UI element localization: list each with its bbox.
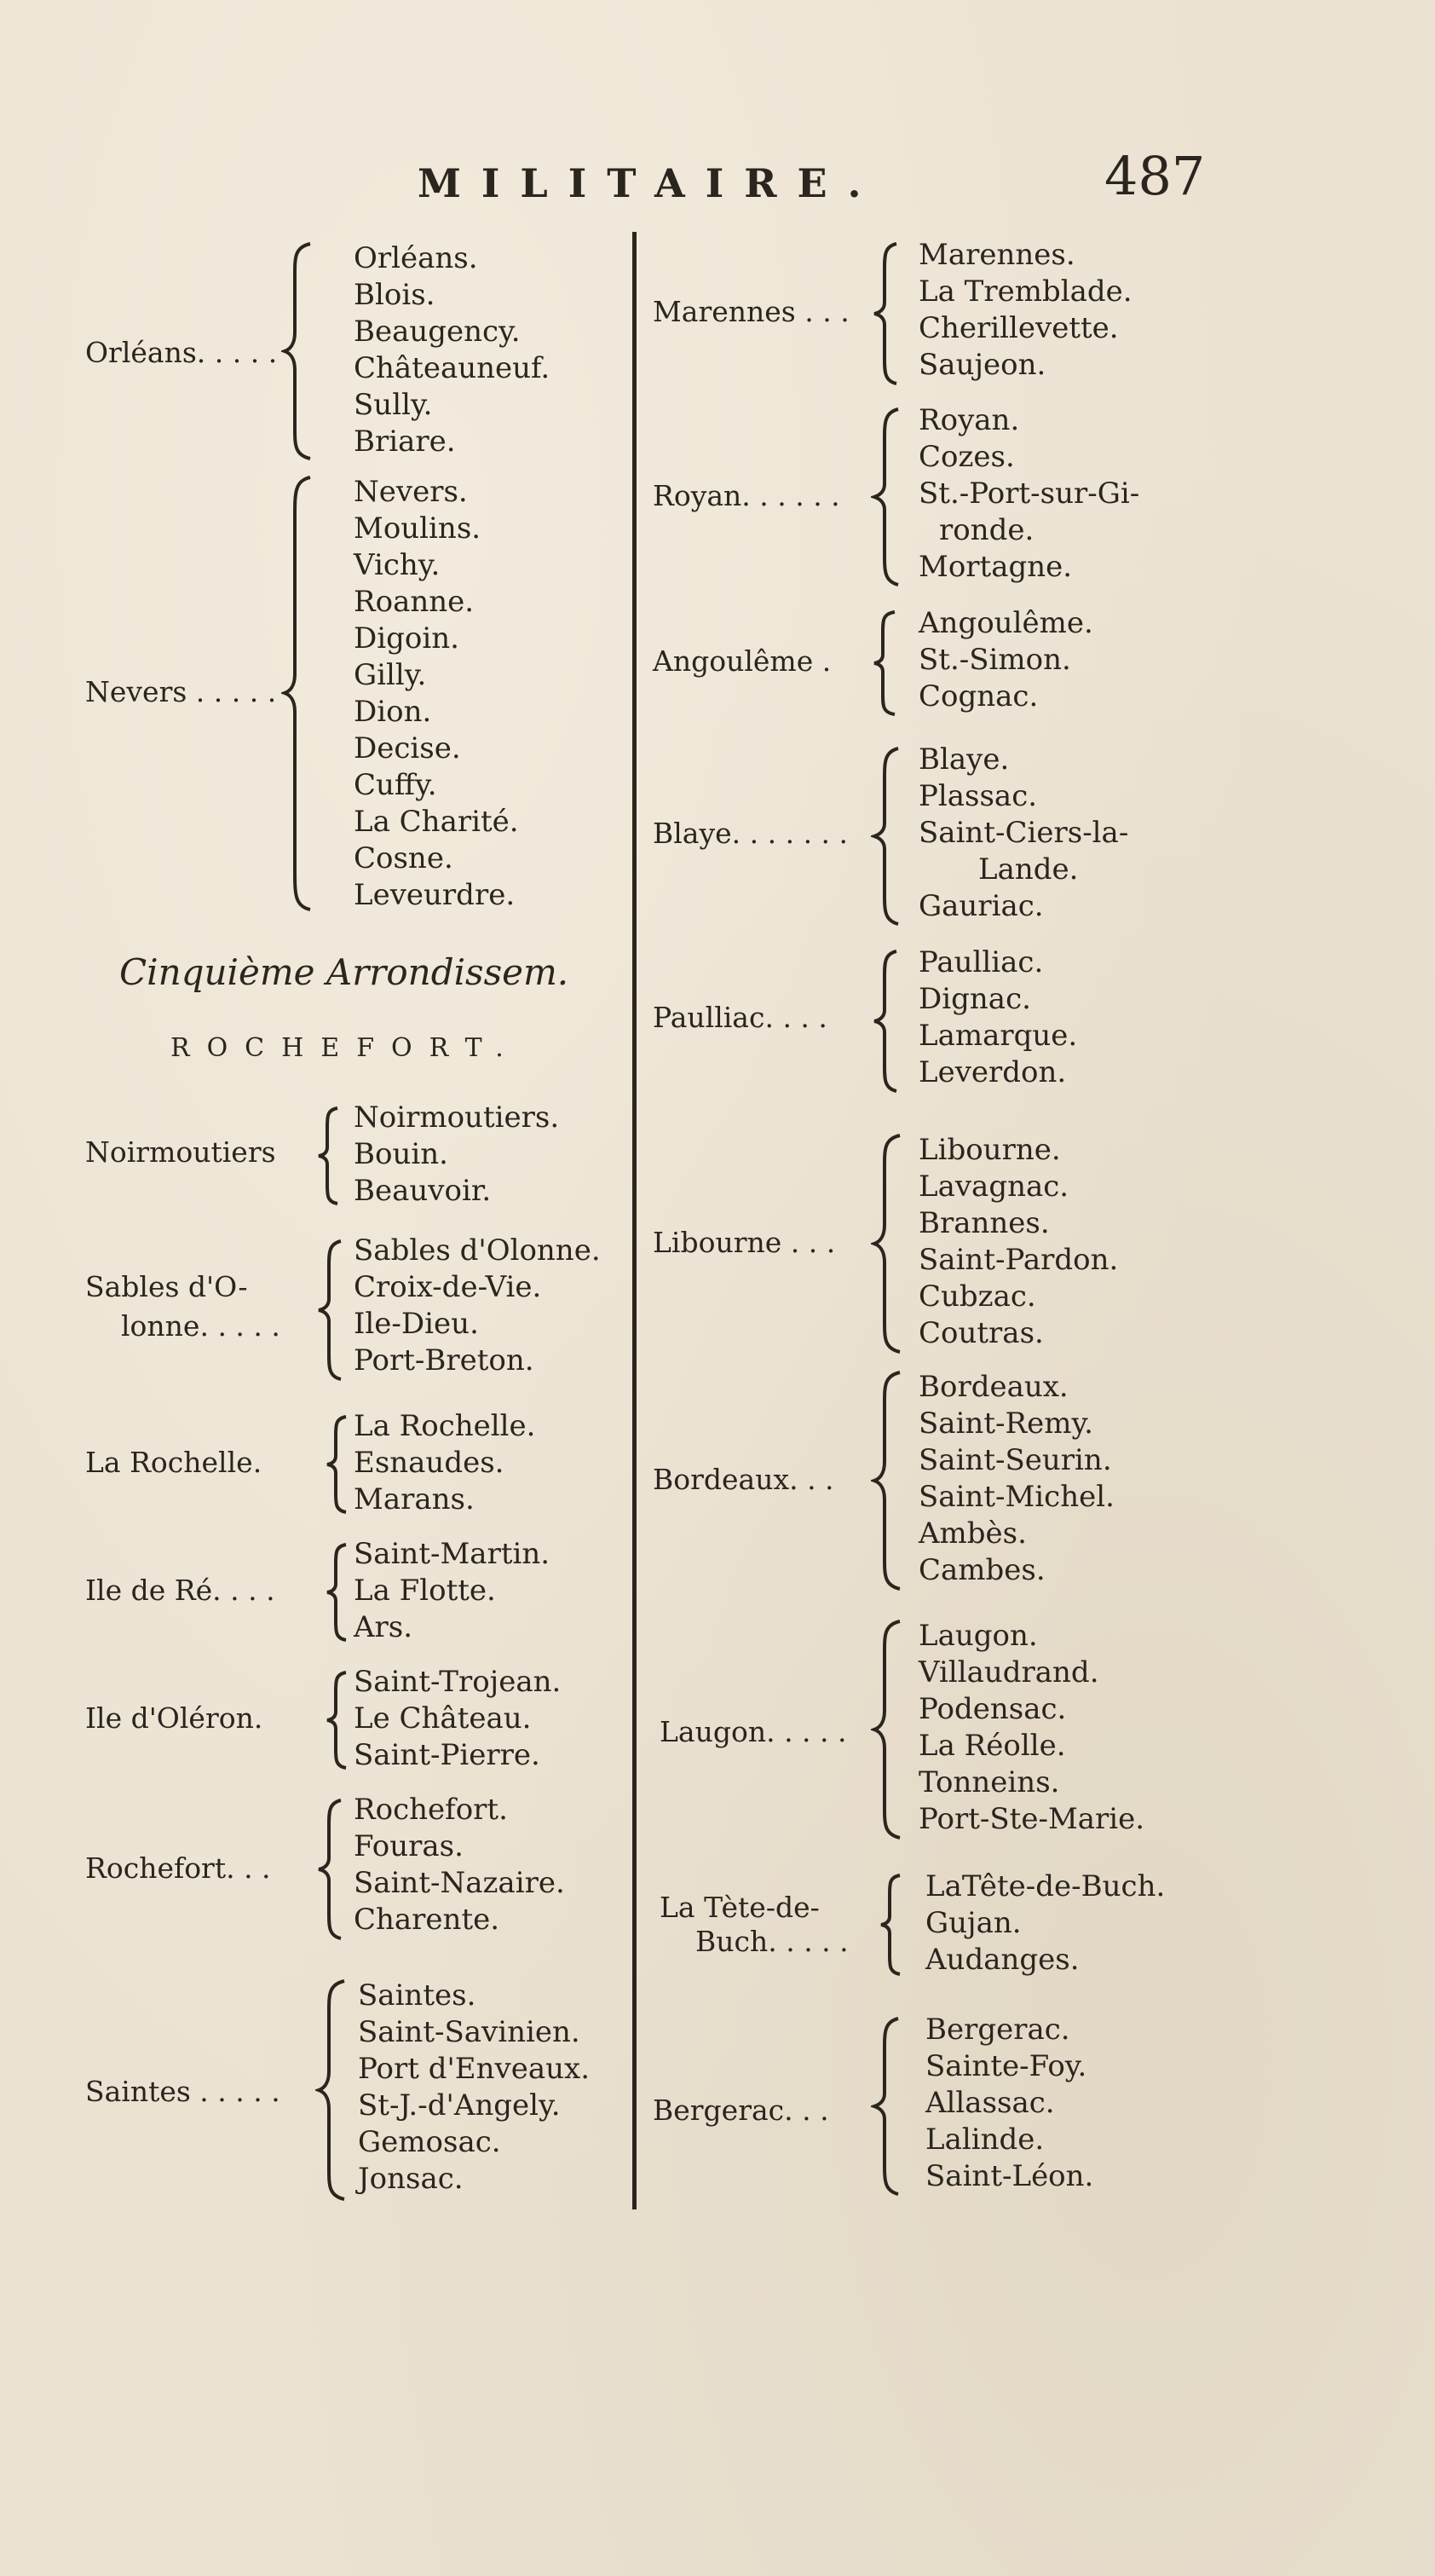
page-number: 487 bbox=[1104, 145, 1206, 207]
district-group bbox=[51, 1664, 631, 1775]
place-item: Cambes. bbox=[919, 1553, 1046, 1587]
place-item: Cozes. bbox=[919, 440, 1015, 474]
place-list bbox=[919, 1618, 1144, 1838]
place-item: Lande. bbox=[978, 852, 1079, 887]
district-name: Noirmoutiers bbox=[85, 1135, 276, 1169]
brace-icon bbox=[324, 1669, 349, 1771]
place-item: Fouras. bbox=[354, 1829, 464, 1863]
district-group bbox=[648, 944, 1244, 1098]
district-name: La Rochelle. bbox=[85, 1446, 262, 1479]
place-list bbox=[919, 1132, 1118, 1352]
district-group bbox=[648, 1132, 1244, 1362]
district-name: Bergerac. . . bbox=[653, 2094, 829, 2127]
place-item: Gilly. bbox=[354, 658, 427, 692]
place-list bbox=[354, 474, 519, 914]
place-list bbox=[358, 1978, 590, 2198]
place-item: Sables d'Olonne. bbox=[354, 1233, 601, 1268]
place-item: Port-Ste-Marie. bbox=[919, 1802, 1145, 1836]
place-list bbox=[919, 1369, 1115, 1589]
district-name: Paulliac. . . . bbox=[653, 1001, 827, 1034]
place-item: Marennes. bbox=[919, 238, 1075, 272]
place-item: Cognac. bbox=[919, 679, 1039, 713]
place-list bbox=[919, 402, 1139, 586]
brace-icon bbox=[871, 2015, 903, 2198]
place-item: Villaudrand. bbox=[919, 1655, 1099, 1689]
district-name: Orléans. . . . . bbox=[85, 336, 278, 369]
district-group bbox=[648, 1618, 1244, 1848]
place-item: Marans. bbox=[354, 1482, 475, 1516]
place-item: Gemosac. bbox=[358, 2125, 501, 2159]
place-list bbox=[354, 1408, 535, 1518]
place-item: St.-Port-sur-Gi- bbox=[919, 477, 1140, 511]
place-item: Saujeon. bbox=[919, 348, 1046, 382]
district-group bbox=[51, 1233, 631, 1386]
place-item: Paulliac. bbox=[919, 945, 1044, 979]
place-list bbox=[925, 2012, 1093, 2195]
brace-icon bbox=[281, 240, 315, 462]
place-list bbox=[919, 237, 1132, 384]
brace-icon bbox=[324, 1413, 349, 1516]
district-name: Rochefort. . . bbox=[85, 1851, 271, 1885]
place-item: Saint-Martin. bbox=[354, 1537, 550, 1571]
place-item: Orléans. bbox=[354, 241, 478, 275]
place-item: Port-Breton. bbox=[354, 1343, 534, 1378]
section-subtitle: ROCHEFORT. bbox=[170, 1033, 521, 1063]
place-item: Saint-Nazaire. bbox=[354, 1866, 565, 1900]
place-item: Moulins. bbox=[354, 511, 481, 546]
place-item: Saintes. bbox=[358, 1978, 476, 2013]
place-list bbox=[354, 1233, 601, 1379]
place-list bbox=[354, 1664, 561, 1774]
place-item: Châteauneuf. bbox=[354, 351, 550, 385]
brace-icon bbox=[871, 609, 898, 718]
district-group bbox=[51, 1536, 631, 1647]
place-item: Croix-de-Vie. bbox=[354, 1270, 542, 1304]
place-item: Noirmoutiers. bbox=[354, 1100, 560, 1135]
place-item: Rochefort. bbox=[354, 1793, 508, 1827]
district-group bbox=[51, 240, 631, 471]
place-item: Laugon. bbox=[919, 1619, 1038, 1653]
place-item: Gujan. bbox=[925, 1906, 1022, 1940]
page-header bbox=[0, 136, 1435, 213]
place-item: Royan. bbox=[919, 403, 1020, 437]
place-list bbox=[354, 1100, 559, 1210]
section-title: Cinquième Arrondissem. bbox=[119, 951, 569, 993]
place-item: La Rochelle. bbox=[354, 1409, 536, 1443]
place-item: Beauvoir. bbox=[354, 1174, 492, 1208]
district-group bbox=[648, 237, 1244, 390]
brace-icon bbox=[878, 1872, 903, 1978]
district-name: Ile d'Oléron. bbox=[85, 1701, 263, 1735]
brace-icon bbox=[281, 474, 315, 913]
place-item: Jonsac. bbox=[358, 2162, 464, 2196]
district-group bbox=[51, 1408, 631, 1519]
district-name: Ile de Ré. . . . bbox=[85, 1574, 275, 1607]
place-item: ronde. bbox=[939, 513, 1034, 547]
place-list bbox=[354, 240, 550, 460]
district-group bbox=[51, 1792, 631, 1945]
district-name-line2: lonne. . . . . bbox=[121, 1309, 280, 1343]
place-item: St-J.-d'Angely. bbox=[358, 2088, 561, 2123]
place-item: Gauriac. bbox=[919, 889, 1044, 923]
place-item: Vichy. bbox=[354, 548, 441, 582]
place-item: Digoin. bbox=[354, 621, 459, 656]
place-item: Saint-Seurin. bbox=[919, 1443, 1112, 1477]
place-item: Lamarque. bbox=[919, 1019, 1078, 1053]
district-group bbox=[648, 605, 1244, 725]
place-item: Leveurdre. bbox=[354, 878, 516, 912]
place-item: Saint-Trojean. bbox=[354, 1665, 562, 1699]
brace-icon bbox=[315, 1105, 341, 1207]
brace-icon bbox=[871, 406, 903, 588]
place-item: Lalinde. bbox=[925, 2123, 1045, 2157]
place-item: Saint-Savinien. bbox=[358, 2015, 580, 2049]
place-item: La Flotte. bbox=[354, 1574, 496, 1608]
place-item: Saint-Pardon. bbox=[919, 1243, 1119, 1277]
place-item: Bergerac. bbox=[925, 2013, 1070, 2047]
place-item: Port d'Enveaux. bbox=[358, 2052, 590, 2086]
district-name: Marennes . . . bbox=[653, 295, 850, 328]
place-item: Saint-Michel. bbox=[919, 1480, 1115, 1514]
place-item: Cosne. bbox=[354, 841, 453, 875]
place-item: Angoulême. bbox=[919, 606, 1093, 640]
district-group bbox=[51, 1100, 631, 1210]
place-item: Blaye. bbox=[919, 742, 1010, 777]
place-item: Saint-Pierre. bbox=[354, 1738, 540, 1772]
district-name: Blaye. . . . . . . bbox=[653, 817, 849, 850]
place-item: Cuffy. bbox=[354, 768, 437, 802]
place-item: La Charité. bbox=[354, 805, 519, 839]
place-item: Podensac. bbox=[919, 1692, 1067, 1726]
brace-icon bbox=[871, 745, 903, 927]
brace-icon bbox=[871, 1132, 905, 1355]
place-item: Bordeaux. bbox=[919, 1370, 1069, 1404]
place-item: Blois. bbox=[354, 278, 435, 312]
place-item: Le Château. bbox=[354, 1701, 532, 1736]
place-item: Ile-Dieu. bbox=[354, 1307, 479, 1341]
district-group bbox=[648, 1868, 1244, 1988]
place-list bbox=[925, 1868, 1165, 1978]
brace-icon bbox=[871, 948, 902, 1095]
district-group bbox=[648, 2012, 1244, 2208]
place-item: Audanges. bbox=[925, 1943, 1080, 1977]
place-item: Sully. bbox=[354, 388, 433, 422]
place-item: Saint-Remy. bbox=[919, 1406, 1093, 1441]
place-list bbox=[354, 1792, 565, 1938]
district-name: Angoulême . bbox=[653, 644, 832, 678]
district-name: Laugon. . . . . bbox=[660, 1715, 847, 1748]
brace-icon bbox=[324, 1541, 349, 1643]
place-item: Roanne. bbox=[354, 585, 475, 619]
place-item: Ars. bbox=[354, 1610, 413, 1644]
brace-icon bbox=[315, 1797, 346, 1942]
running-title: MILITAIRE. bbox=[418, 160, 882, 206]
district-group bbox=[648, 402, 1244, 590]
district-name: Bordeaux. . . bbox=[653, 1463, 834, 1496]
brace-icon bbox=[871, 1369, 905, 1592]
place-item: Mortagne. bbox=[919, 550, 1073, 584]
place-item: Dion. bbox=[354, 695, 432, 729]
place-item: Beaugency. bbox=[354, 315, 521, 349]
district-group bbox=[648, 1369, 1244, 1599]
place-item: Cherillevette. bbox=[919, 311, 1119, 345]
place-item: Saint-Ciers-la- bbox=[919, 816, 1129, 850]
place-item: Plassac. bbox=[919, 779, 1038, 813]
district-group bbox=[51, 474, 631, 917]
place-item: Libourne. bbox=[919, 1133, 1061, 1167]
district-name: Saintes . . . . . bbox=[85, 2075, 280, 2108]
district-name-line1: Sables d'O- bbox=[85, 1270, 248, 1303]
brace-icon bbox=[315, 1238, 346, 1383]
place-list bbox=[354, 1536, 550, 1646]
place-list bbox=[919, 742, 1128, 925]
district-name: Nevers . . . . . bbox=[85, 675, 277, 708]
place-item: Leverdon. bbox=[919, 1055, 1067, 1089]
place-item: Decise. bbox=[354, 731, 461, 765]
place-list bbox=[919, 605, 1093, 715]
district-name: Libourne . . . bbox=[653, 1226, 836, 1259]
place-item: Sainte-Foy. bbox=[925, 2049, 1087, 2083]
place-item: Cubzac. bbox=[919, 1279, 1036, 1314]
place-item: Esnaudes. bbox=[354, 1446, 504, 1480]
column-divider bbox=[632, 232, 637, 2209]
place-item: Brannes. bbox=[919, 1206, 1050, 1240]
place-item: Saint-Léon. bbox=[925, 2159, 1094, 2193]
place-item: Bouin. bbox=[354, 1137, 448, 1171]
brace-icon bbox=[871, 240, 902, 387]
place-item: Briare. bbox=[354, 425, 456, 459]
place-item: Charente. bbox=[354, 1903, 500, 1937]
place-item: Tonneins. bbox=[919, 1765, 1060, 1799]
district-name-line1: La Tète-de- bbox=[660, 1891, 820, 1924]
district-name-line2: Buch. . . . . bbox=[695, 1925, 849, 1958]
place-item: Ambès. bbox=[919, 1516, 1027, 1551]
district-group bbox=[648, 742, 1244, 929]
place-item: La Réolle. bbox=[919, 1729, 1066, 1763]
place-item: Coutras. bbox=[919, 1316, 1044, 1350]
place-item: La Tremblade. bbox=[919, 274, 1132, 309]
place-list bbox=[919, 944, 1077, 1091]
place-item: Lavagnac. bbox=[919, 1170, 1069, 1204]
place-item: St.-Simon. bbox=[919, 643, 1071, 677]
district-name: Royan. . . . . . bbox=[653, 479, 840, 512]
district-group bbox=[51, 1978, 631, 2208]
place-item: Dignac. bbox=[919, 982, 1031, 1016]
brace-icon bbox=[871, 1618, 905, 1841]
brace-icon bbox=[315, 1978, 349, 2203]
place-item: Allassac. bbox=[925, 2086, 1055, 2120]
place-item: Nevers. bbox=[354, 475, 468, 509]
place-item: LaTête-de-Buch. bbox=[925, 1869, 1166, 1903]
